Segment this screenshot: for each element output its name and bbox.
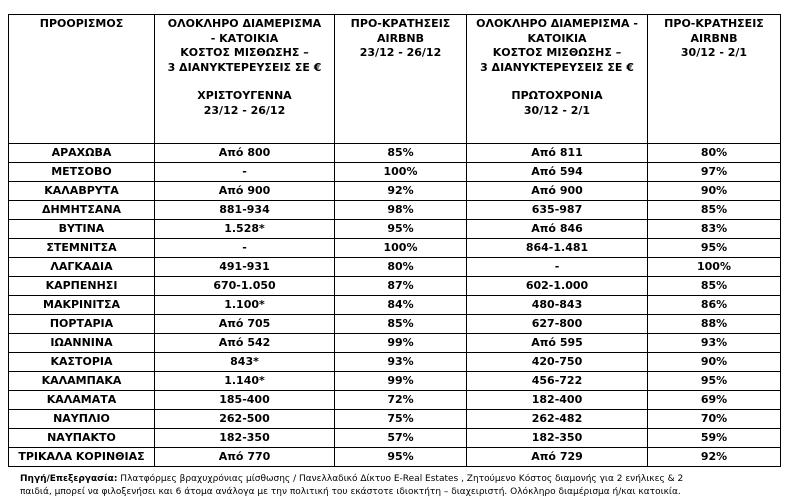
source-label: Πηγή/Επεξεργασία:	[20, 474, 118, 484]
christmas-cost-cell: 881-934	[155, 201, 335, 220]
destination-cell: ΚΑΣΤΟΡΙΑ	[9, 353, 155, 372]
header-line: 3 ΔΙΑΝΥΚΤΕΡΕΥΣΕΙΣ ΣΕ €	[480, 60, 634, 74]
newyear-cost-cell: 627-800	[467, 315, 648, 334]
header-line: ΧΡΙΣΤΟΥΓΕΝΝΑ	[197, 89, 292, 102]
table-row	[9, 220, 781, 239]
destination-cell: ΒΥΤΙΝΑ	[9, 220, 155, 239]
newyear-airbnb-cell: 59%	[648, 429, 781, 448]
christmas-airbnb-cell: 100%	[335, 239, 467, 258]
destination-cell: ΚΑΡΠΕΝΗΣΙ	[9, 277, 155, 296]
newyear-cost-cell: Από 900	[467, 182, 648, 201]
header-line: 23/12 - 26/12	[359, 46, 442, 59]
newyear-cost-cell: Από 846	[467, 220, 648, 239]
header-line: ΚΑΤΟΙΚΙΑ	[527, 31, 587, 45]
christmas-cost-cell: -	[155, 239, 335, 258]
table-row	[9, 201, 781, 220]
newyear-cost-cell: -	[467, 258, 648, 277]
table-row	[9, 163, 781, 182]
destination-cell: ΚΑΛΑΜΠΑΚΑ	[9, 372, 155, 391]
christmas-airbnb-cell: 85%	[335, 144, 467, 163]
destination-cell: ΚΑΛΑΜΑΤΑ	[9, 391, 155, 410]
christmas-airbnb-cell: 57%	[335, 429, 467, 448]
header-line: ΚΟΣΤΟΣ ΜΙΣΘΩΣΗΣ –	[492, 46, 622, 59]
header-line: ΟΛΟΚΛΗΡΟ ΔΙΑΜΕΡΙΣΜΑ	[167, 17, 322, 30]
table-row	[9, 334, 781, 353]
rental-prices-table	[8, 14, 781, 467]
christmas-cost-cell: 1.100*	[155, 296, 335, 315]
destination-cell: ΤΡΙΚΑΛΑ ΚΟΡΙΝΘΙΑΣ	[9, 448, 155, 467]
christmas-cost-cell: 185-400	[155, 391, 335, 410]
table-row	[9, 277, 781, 296]
christmas-cost-cell: Από 900	[155, 182, 335, 201]
newyear-cost-cell: Από 729	[467, 448, 648, 467]
destination-cell: ΔΗΜΗΤΣΑΝΑ	[9, 201, 155, 220]
header-line	[157, 75, 332, 89]
table-row	[9, 353, 781, 372]
newyear-airbnb-cell: 70%	[648, 410, 781, 429]
newyear-airbnb-cell: 95%	[648, 372, 781, 391]
christmas-cost-cell: Από 542	[155, 334, 335, 353]
christmas-airbnb-cell: 93%	[335, 353, 467, 372]
newyear-cost-cell: 262-482	[467, 410, 648, 429]
christmas-cost-cell: 1.140*	[155, 372, 335, 391]
christmas-airbnb-cell: 75%	[335, 410, 467, 429]
table-header	[9, 15, 781, 144]
destination-cell: ΑΡΑΧΩΒΑ	[9, 144, 155, 163]
newyear-airbnb-cell: 85%	[648, 277, 781, 296]
newyear-cost-cell: 480-843	[467, 296, 648, 315]
destination-cell: ΝΑΥΠΑΚΤΟ	[9, 429, 155, 448]
destination-cell: ΛΑΓΚΑΔΙΑ	[9, 258, 155, 277]
newyear-airbnb-cell: 86%	[648, 296, 781, 315]
header-newyear-airbnb	[648, 15, 781, 144]
destination-cell: ΠΟΡΤΑΡΙΑ	[9, 315, 155, 334]
newyear-cost-cell: Από 594	[467, 163, 648, 182]
rental-prices-table-container	[8, 14, 781, 467]
newyear-airbnb-cell: 83%	[648, 220, 781, 239]
header-line: 23/12 - 26/12	[203, 103, 286, 117]
christmas-airbnb-cell: 80%	[335, 258, 467, 277]
newyear-airbnb-cell: 88%	[648, 315, 781, 334]
header-newyear-cost	[467, 15, 648, 144]
christmas-cost-cell: -	[155, 163, 335, 182]
christmas-airbnb-cell: 99%	[335, 334, 467, 353]
christmas-airbnb-cell: 85%	[335, 315, 467, 334]
table-row	[9, 296, 781, 315]
header-line: AIRBNB	[690, 31, 738, 45]
header-line: 3 ΔΙΑΝΥΚΤΕΡΕΥΣΕΙΣ ΣΕ €	[167, 60, 322, 74]
christmas-cost-cell: 843*	[155, 353, 335, 372]
newyear-cost-cell: 602-1.000	[467, 277, 648, 296]
newyear-airbnb-cell: 97%	[648, 163, 781, 182]
newyear-airbnb-cell: 93%	[648, 334, 781, 353]
header-line	[469, 75, 645, 89]
christmas-airbnb-cell: 87%	[335, 277, 467, 296]
christmas-cost-cell: 491-931	[155, 258, 335, 277]
header-christmas-airbnb	[335, 15, 467, 144]
destination-cell: ΚΑΛΑΒΡΥΤΑ	[9, 182, 155, 201]
newyear-airbnb-cell: 95%	[648, 239, 781, 258]
christmas-airbnb-cell: 100%	[335, 163, 467, 182]
christmas-cost-cell: Από 800	[155, 144, 335, 163]
source-text-line2: παιδιά, μπορεί να φιλοξενήσει και 6 άτομα ανάλογα με την πολιτική του εκάστοτε ιδιοκτήτη – διαχειριστή. Ολόκληρο διαμέρισμα ή/και κατοικία.	[20, 487, 681, 497]
header-line: ΟΛΟΚΛΗΡΟ ΔΙΑΜΕΡΙΣΜΑ -	[476, 17, 638, 30]
newyear-airbnb-cell: 100%	[648, 258, 781, 277]
newyear-cost-cell: Από 811	[467, 144, 648, 163]
christmas-airbnb-cell: 98%	[335, 201, 467, 220]
header-line: AIRBNB	[376, 31, 425, 45]
header-line: 30/12 - 2/1	[680, 46, 748, 59]
header-line: 30/12 - 2/1	[523, 103, 591, 117]
newyear-airbnb-cell: 92%	[648, 448, 781, 467]
table-row	[9, 429, 781, 448]
destination-cell: ΝΑΥΠΛΙΟ	[9, 410, 155, 429]
christmas-airbnb-cell: 84%	[335, 296, 467, 315]
table-row	[9, 315, 781, 334]
newyear-cost-cell: 420-750	[467, 353, 648, 372]
newyear-cost-cell: 864-1.481	[467, 239, 648, 258]
table-row	[9, 182, 781, 201]
destination-cell: ΜΕΤΣΟΒΟ	[9, 163, 155, 182]
header-line: ΠΡΟΟΡΙΣΜΟΣ	[39, 17, 124, 30]
table-row	[9, 144, 781, 163]
newyear-airbnb-cell: 90%	[648, 182, 781, 201]
newyear-airbnb-cell: 80%	[648, 144, 781, 163]
newyear-cost-cell: 635-987	[467, 201, 648, 220]
table-row	[9, 391, 781, 410]
source-note	[20, 473, 780, 499]
christmas-cost-cell: 262-500	[155, 410, 335, 429]
christmas-cost-cell: Από 705	[155, 315, 335, 334]
newyear-airbnb-cell: 69%	[648, 391, 781, 410]
destination-cell: ΙΩΑΝΝΙΝΑ	[9, 334, 155, 353]
christmas-airbnb-cell: 95%	[335, 448, 467, 467]
christmas-cost-cell: 1.528*	[155, 220, 335, 239]
table-body	[9, 144, 781, 467]
header-destination	[9, 15, 155, 144]
table-row	[9, 410, 781, 429]
source-text-line1: Πλατφόρμες βραχυχρόνιας μίσθωσης / Πανελλαδικό Δίκτυο E-Real Estates , Ζητούμενο Κόστος διαμονής για 2 ενήλικες & 2	[117, 474, 684, 484]
christmas-airbnb-cell: 72%	[335, 391, 467, 410]
header-row	[9, 15, 781, 144]
newyear-airbnb-cell: 90%	[648, 353, 781, 372]
newyear-cost-cell: 456-722	[467, 372, 648, 391]
christmas-cost-cell: 182-350	[155, 429, 335, 448]
newyear-cost-cell: 182-350	[467, 429, 648, 448]
table-row	[9, 372, 781, 391]
header-christmas-cost	[155, 15, 335, 144]
table-row	[9, 448, 781, 467]
destination-cell: ΜΑΚΡΙΝΙΤΣΑ	[9, 296, 155, 315]
header-line: ΚΟΣΤΟΣ ΜΙΣΘΩΣΗΣ –	[180, 46, 309, 59]
header-line: ΠΡΟ-ΚΡΑΤΗΣΕΙΣ	[664, 17, 764, 30]
newyear-cost-cell: 182-400	[467, 391, 648, 410]
header-line: ΠΡΟ-ΚΡΑΤΗΣΕΙΣ	[350, 17, 451, 30]
destination-cell: ΣΤΕΜΝΙΤΣΑ	[9, 239, 155, 258]
newyear-airbnb-cell: 85%	[648, 201, 781, 220]
header-line: - ΚΑΤΟΙΚΙΑ	[210, 31, 279, 45]
christmas-airbnb-cell: 92%	[335, 182, 467, 201]
table-row	[9, 258, 781, 277]
christmas-airbnb-cell: 99%	[335, 372, 467, 391]
table-row	[9, 239, 781, 258]
christmas-cost-cell: Από 770	[155, 448, 335, 467]
header-line: ΠΡΩΤΟΧΡΟΝΙΑ	[511, 89, 603, 102]
christmas-airbnb-cell: 95%	[335, 220, 467, 239]
christmas-cost-cell: 670-1.050	[155, 277, 335, 296]
newyear-cost-cell: Από 595	[467, 334, 648, 353]
